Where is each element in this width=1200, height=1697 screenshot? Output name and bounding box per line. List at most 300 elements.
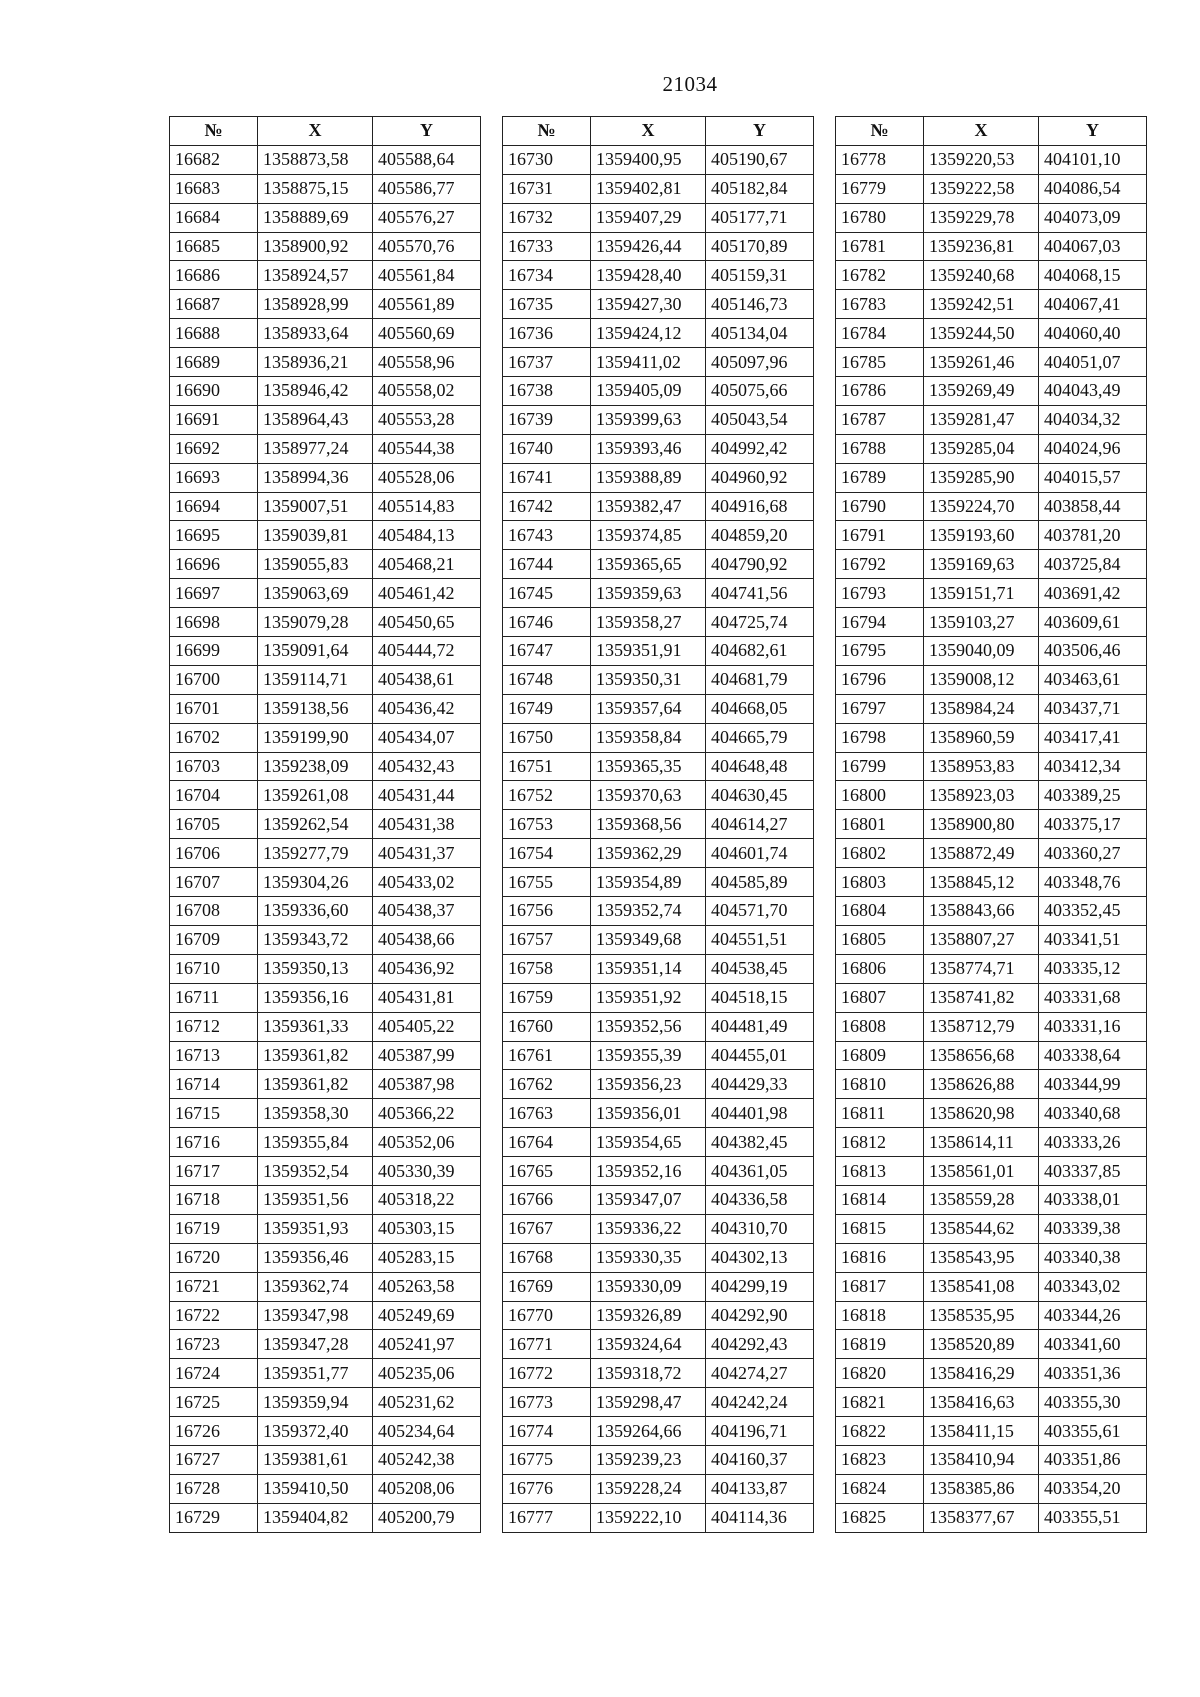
y-coordinate-cell: 404859,20 [706,521,814,550]
x-coordinate-cell: 1358411,15 [924,1417,1039,1446]
x-coordinate-cell: 1359400,95 [591,145,706,174]
point-number-cell: 16689 [170,348,258,377]
y-coordinate-cell: 403609,61 [1039,608,1147,637]
y-coordinate-cell: 403375,17 [1039,810,1147,839]
y-coordinate-cell: 404114,36 [706,1503,814,1532]
y-coordinate-cell: 405438,37 [373,897,481,926]
x-coordinate-cell: 1358410,94 [924,1445,1039,1474]
point-number-cell: 16792 [836,550,924,579]
x-coordinate-cell: 1359228,24 [591,1474,706,1503]
x-coordinate-cell: 1358960,59 [924,723,1039,752]
table-row [503,377,814,406]
point-number-cell: 16696 [170,550,258,579]
y-coordinate-cell: 405249,69 [373,1301,481,1330]
y-coordinate-cell: 404067,03 [1039,232,1147,261]
table-row [836,954,1147,983]
point-number-cell: 16724 [170,1359,258,1388]
x-coordinate-cell: 1359355,84 [258,1128,373,1157]
table-row [170,290,481,319]
point-number-cell: 16754 [503,839,591,868]
y-coordinate-cell: 404292,43 [706,1330,814,1359]
y-coordinate-cell: 403355,30 [1039,1388,1147,1417]
x-coordinate-cell: 1359365,35 [591,752,706,781]
table-row [836,1185,1147,1214]
point-number-cell: 16788 [836,434,924,463]
y-coordinate-cell: 404292,90 [706,1301,814,1330]
table-row [836,1503,1147,1532]
point-number-cell: 16772 [503,1359,591,1388]
point-number-cell: 16683 [170,174,258,203]
y-coordinate-cell: 404382,45 [706,1128,814,1157]
x-coordinate-cell: 1358900,92 [258,232,373,261]
table-row [503,1388,814,1417]
point-number-cell: 16730 [503,145,591,174]
x-coordinate-cell: 1359298,47 [591,1388,706,1417]
point-number-cell: 16728 [170,1474,258,1503]
x-coordinate-cell: 1359356,01 [591,1099,706,1128]
point-number-cell: 16753 [503,810,591,839]
y-coordinate-cell: 405553,28 [373,405,481,434]
header-number: № [503,117,591,146]
x-coordinate-cell: 1359244,50 [924,319,1039,348]
x-coordinate-cell: 1359351,56 [258,1185,373,1214]
y-coordinate-cell: 404601,74 [706,839,814,868]
x-coordinate-cell: 1358385,86 [924,1474,1039,1503]
table-row [170,145,481,174]
point-number-cell: 16825 [836,1503,924,1532]
y-coordinate-cell: 403341,60 [1039,1330,1147,1359]
x-coordinate-cell: 1359356,23 [591,1070,706,1099]
x-coordinate-cell: 1359368,56 [591,810,706,839]
table-row [503,1503,814,1532]
table-row [503,174,814,203]
table-row [836,1243,1147,1272]
point-number-cell: 16699 [170,637,258,666]
x-coordinate-cell: 1359199,90 [258,723,373,752]
x-coordinate-cell: 1359318,72 [591,1359,706,1388]
x-coordinate-cell: 1359352,16 [591,1157,706,1186]
x-coordinate-cell: 1359193,60 [924,521,1039,550]
table-row [836,1012,1147,1041]
x-coordinate-cell: 1359349,68 [591,925,706,954]
x-coordinate-cell: 1359330,09 [591,1272,706,1301]
y-coordinate-cell: 404916,68 [706,492,814,521]
point-number-cell: 16780 [836,203,924,232]
point-number-cell: 16686 [170,261,258,290]
y-coordinate-cell: 404024,96 [1039,434,1147,463]
y-coordinate-cell: 405433,02 [373,868,481,897]
point-number-cell: 16710 [170,954,258,983]
table-row [503,983,814,1012]
y-coordinate-cell: 405436,42 [373,694,481,723]
table-row [503,925,814,954]
x-coordinate-cell: 1359351,77 [258,1359,373,1388]
y-coordinate-cell: 403331,16 [1039,1012,1147,1041]
y-coordinate-cell: 403339,38 [1039,1214,1147,1243]
y-coordinate-cell: 404160,37 [706,1445,814,1474]
y-coordinate-cell: 404630,45 [706,781,814,810]
point-number-cell: 16739 [503,405,591,434]
x-coordinate-cell: 1358875,15 [258,174,373,203]
table-row [836,550,1147,579]
y-coordinate-cell: 404960,92 [706,463,814,492]
coordinate-table-2 [502,116,814,1533]
x-coordinate-cell: 1359222,58 [924,174,1039,203]
y-coordinate-cell: 404067,41 [1039,290,1147,319]
x-coordinate-cell: 1359361,33 [258,1012,373,1041]
table-row [503,290,814,319]
y-coordinate-cell: 405043,54 [706,405,814,434]
x-coordinate-cell: 1359358,30 [258,1099,373,1128]
y-coordinate-cell: 405431,44 [373,781,481,810]
table-row [836,434,1147,463]
point-number-cell: 16787 [836,405,924,434]
table-row [836,810,1147,839]
point-number-cell: 16768 [503,1243,591,1272]
x-coordinate-cell: 1359354,89 [591,868,706,897]
point-number-cell: 16746 [503,608,591,637]
point-number-cell: 16804 [836,897,924,926]
x-coordinate-cell: 1359336,60 [258,897,373,926]
x-coordinate-cell: 1358544,62 [924,1214,1039,1243]
table-row [503,145,814,174]
point-number-cell: 16694 [170,492,258,521]
x-coordinate-cell: 1359361,82 [258,1070,373,1099]
y-coordinate-cell: 405450,65 [373,608,481,637]
point-number-cell: 16684 [170,203,258,232]
x-coordinate-cell: 1359358,27 [591,608,706,637]
y-coordinate-cell: 403333,26 [1039,1128,1147,1157]
x-coordinate-cell: 1359347,28 [258,1330,373,1359]
point-number-cell: 16794 [836,608,924,637]
x-coordinate-cell: 1359428,40 [591,261,706,290]
x-coordinate-cell: 1359324,64 [591,1330,706,1359]
point-number-cell: 16727 [170,1445,258,1474]
y-coordinate-cell: 405330,39 [373,1157,481,1186]
point-number-cell: 16751 [503,752,591,781]
point-number-cell: 16813 [836,1157,924,1186]
x-coordinate-cell: 1359055,83 [258,550,373,579]
point-number-cell: 16744 [503,550,591,579]
point-number-cell: 16756 [503,897,591,926]
point-number-cell: 16762 [503,1070,591,1099]
y-coordinate-cell: 403351,86 [1039,1445,1147,1474]
y-coordinate-cell: 405303,15 [373,1214,481,1243]
y-coordinate-cell: 403437,71 [1039,694,1147,723]
x-coordinate-cell: 1358520,89 [924,1330,1039,1359]
table-row [170,781,481,810]
x-coordinate-cell: 1359410,50 [258,1474,373,1503]
x-coordinate-cell: 1358946,42 [258,377,373,406]
x-coordinate-cell: 1359350,31 [591,665,706,694]
table-row [170,1041,481,1070]
point-number-cell: 16811 [836,1099,924,1128]
x-coordinate-cell: 1359350,13 [258,954,373,983]
y-coordinate-cell: 403463,61 [1039,665,1147,694]
y-coordinate-cell: 405242,38 [373,1445,481,1474]
y-coordinate-cell: 405075,66 [706,377,814,406]
x-coordinate-cell: 1358656,68 [924,1041,1039,1070]
point-number-cell: 16771 [503,1330,591,1359]
y-coordinate-cell: 405177,71 [706,203,814,232]
table-row [836,839,1147,868]
x-coordinate-cell: 1359277,79 [258,839,373,868]
point-number-cell: 16774 [503,1417,591,1446]
y-coordinate-cell: 405444,72 [373,637,481,666]
x-coordinate-cell: 1359281,47 [924,405,1039,434]
point-number-cell: 16703 [170,752,258,781]
y-coordinate-cell: 404681,79 [706,665,814,694]
y-coordinate-cell: 404196,71 [706,1417,814,1446]
table-row [503,1157,814,1186]
table-row [836,579,1147,608]
table-row [836,897,1147,926]
y-coordinate-cell: 404336,58 [706,1185,814,1214]
point-number-cell: 16770 [503,1301,591,1330]
point-number-cell: 16822 [836,1417,924,1446]
table-row [170,1474,481,1503]
point-number-cell: 16767 [503,1214,591,1243]
y-coordinate-cell: 405097,96 [706,348,814,377]
x-coordinate-cell: 1358900,80 [924,810,1039,839]
y-coordinate-cell: 404725,74 [706,608,814,637]
x-coordinate-cell: 1359261,46 [924,348,1039,377]
x-coordinate-cell: 1359359,63 [591,579,706,608]
table-row [170,174,481,203]
y-coordinate-cell: 403348,76 [1039,868,1147,897]
x-coordinate-cell: 1359362,74 [258,1272,373,1301]
point-number-cell: 16777 [503,1503,591,1532]
point-number-cell: 16725 [170,1388,258,1417]
point-number-cell: 16790 [836,492,924,521]
point-number-cell: 16748 [503,665,591,694]
table-row [170,1359,481,1388]
x-coordinate-cell: 1358936,21 [258,348,373,377]
x-coordinate-cell: 1358377,67 [924,1503,1039,1532]
point-number-cell: 16722 [170,1301,258,1330]
point-number-cell: 16698 [170,608,258,637]
y-coordinate-cell: 405231,62 [373,1388,481,1417]
point-number-cell: 16719 [170,1214,258,1243]
x-coordinate-cell: 1359402,81 [591,174,706,203]
point-number-cell: 16732 [503,203,591,232]
x-coordinate-cell: 1359357,64 [591,694,706,723]
table-row [836,145,1147,174]
point-number-cell: 16707 [170,868,258,897]
point-number-cell: 16735 [503,290,591,319]
x-coordinate-cell: 1359091,64 [258,637,373,666]
x-coordinate-cell: 1358873,58 [258,145,373,174]
point-number-cell: 16687 [170,290,258,319]
table-row [503,1272,814,1301]
x-coordinate-cell: 1359242,51 [924,290,1039,319]
table-row [170,405,481,434]
y-coordinate-cell: 405431,81 [373,983,481,1012]
table-row [170,665,481,694]
x-coordinate-cell: 1359240,68 [924,261,1039,290]
table-row [503,868,814,897]
y-coordinate-cell: 403337,85 [1039,1157,1147,1186]
x-coordinate-cell: 1359404,82 [258,1503,373,1532]
x-coordinate-cell: 1359388,89 [591,463,706,492]
y-coordinate-cell: 404051,07 [1039,348,1147,377]
x-coordinate-cell: 1359365,65 [591,550,706,579]
x-coordinate-cell: 1359352,54 [258,1157,373,1186]
y-coordinate-cell: 403331,68 [1039,983,1147,1012]
y-coordinate-cell: 405431,37 [373,839,481,868]
table-row [503,897,814,926]
x-coordinate-cell: 1359239,23 [591,1445,706,1474]
point-number-cell: 16718 [170,1185,258,1214]
table-row [503,405,814,434]
point-number-cell: 16782 [836,261,924,290]
table-row [170,897,481,926]
table-row [170,550,481,579]
y-coordinate-cell: 405544,38 [373,434,481,463]
x-coordinate-cell: 1359304,26 [258,868,373,897]
y-coordinate-cell: 405318,22 [373,1185,481,1214]
y-coordinate-cell: 405170,89 [706,232,814,261]
x-coordinate-cell: 1359229,78 [924,203,1039,232]
y-coordinate-cell: 405434,07 [373,723,481,752]
point-number-cell: 16721 [170,1272,258,1301]
x-coordinate-cell: 1359351,93 [258,1214,373,1243]
point-number-cell: 16810 [836,1070,924,1099]
table-row [836,203,1147,232]
y-coordinate-cell: 405432,43 [373,752,481,781]
point-number-cell: 16715 [170,1099,258,1128]
table-row [170,1388,481,1417]
y-coordinate-cell: 403691,42 [1039,579,1147,608]
y-coordinate-cell: 405561,84 [373,261,481,290]
y-coordinate-cell: 404614,27 [706,810,814,839]
y-coordinate-cell: 405586,77 [373,174,481,203]
table-row [836,983,1147,1012]
y-coordinate-cell: 404538,45 [706,954,814,983]
point-number-cell: 16812 [836,1128,924,1157]
point-number-cell: 16776 [503,1474,591,1503]
table-row [170,463,481,492]
point-number-cell: 16801 [836,810,924,839]
x-coordinate-cell: 1359351,91 [591,637,706,666]
table-row [170,1503,481,1532]
x-coordinate-cell: 1358614,11 [924,1128,1039,1157]
y-coordinate-cell: 405438,66 [373,925,481,954]
point-number-cell: 16717 [170,1157,258,1186]
x-coordinate-cell: 1359285,90 [924,463,1039,492]
y-coordinate-cell: 404086,54 [1039,174,1147,203]
point-number-cell: 16712 [170,1012,258,1041]
y-coordinate-cell: 405241,97 [373,1330,481,1359]
table-row [170,1012,481,1041]
table-row [503,1474,814,1503]
y-coordinate-cell: 403781,20 [1039,521,1147,550]
y-coordinate-cell: 405468,21 [373,550,481,579]
x-coordinate-cell: 1359103,27 [924,608,1039,637]
table-row [170,1185,481,1214]
point-number-cell: 16692 [170,434,258,463]
x-coordinate-cell: 1359424,12 [591,319,706,348]
x-coordinate-cell: 1358416,29 [924,1359,1039,1388]
y-coordinate-cell: 404060,40 [1039,319,1147,348]
point-number-cell: 16733 [503,232,591,261]
point-number-cell: 16816 [836,1243,924,1272]
x-coordinate-cell: 1358535,95 [924,1301,1039,1330]
point-number-cell: 16778 [836,145,924,174]
y-coordinate-cell: 405528,06 [373,463,481,492]
x-coordinate-cell: 1359079,28 [258,608,373,637]
y-coordinate-cell: 404302,13 [706,1243,814,1272]
x-coordinate-cell: 1359382,47 [591,492,706,521]
y-coordinate-cell: 403858,44 [1039,492,1147,521]
x-coordinate-cell: 1359330,35 [591,1243,706,1272]
x-coordinate-cell: 1359393,46 [591,434,706,463]
x-coordinate-cell: 1359359,94 [258,1388,373,1417]
y-coordinate-cell: 404299,19 [706,1272,814,1301]
table-row [503,637,814,666]
y-coordinate-cell: 405438,61 [373,665,481,694]
point-number-cell: 16765 [503,1157,591,1186]
point-number-cell: 16783 [836,290,924,319]
x-coordinate-cell: 1359347,98 [258,1301,373,1330]
table-row [836,463,1147,492]
table-row [170,348,481,377]
y-coordinate-cell: 405405,22 [373,1012,481,1041]
point-number-cell: 16688 [170,319,258,348]
x-coordinate-cell: 1358626,88 [924,1070,1039,1099]
y-coordinate-cell: 405431,38 [373,810,481,839]
table-row [836,637,1147,666]
table-row [836,694,1147,723]
table-row [170,983,481,1012]
table-row [836,348,1147,377]
x-coordinate-cell: 1359352,56 [591,1012,706,1041]
table-row [836,1128,1147,1157]
x-coordinate-cell: 1358620,98 [924,1099,1039,1128]
table-row [503,1301,814,1330]
y-coordinate-cell: 405514,83 [373,492,481,521]
y-coordinate-cell: 405588,64 [373,145,481,174]
table-body [836,145,1147,1532]
table-row [170,839,481,868]
point-number-cell: 16697 [170,579,258,608]
point-number-cell: 16796 [836,665,924,694]
table-row [170,1214,481,1243]
table-row [836,1474,1147,1503]
x-coordinate-cell: 1358416,63 [924,1388,1039,1417]
point-number-cell: 16821 [836,1388,924,1417]
point-number-cell: 16747 [503,637,591,666]
table-row [503,203,814,232]
x-coordinate-cell: 1359354,65 [591,1128,706,1157]
point-number-cell: 16824 [836,1474,924,1503]
y-coordinate-cell: 403725,84 [1039,550,1147,579]
point-number-cell: 16785 [836,348,924,377]
x-coordinate-cell: 1359220,53 [924,145,1039,174]
point-number-cell: 16702 [170,723,258,752]
y-coordinate-cell: 405484,13 [373,521,481,550]
table-row [503,1243,814,1272]
table-row [836,1445,1147,1474]
table-row [503,810,814,839]
x-coordinate-cell: 1359426,44 [591,232,706,261]
header-y: Y [706,117,814,146]
x-coordinate-cell: 1359358,84 [591,723,706,752]
point-number-cell: 16709 [170,925,258,954]
table-row [170,608,481,637]
y-coordinate-cell: 404034,32 [1039,405,1147,434]
table-header-row [170,117,481,146]
